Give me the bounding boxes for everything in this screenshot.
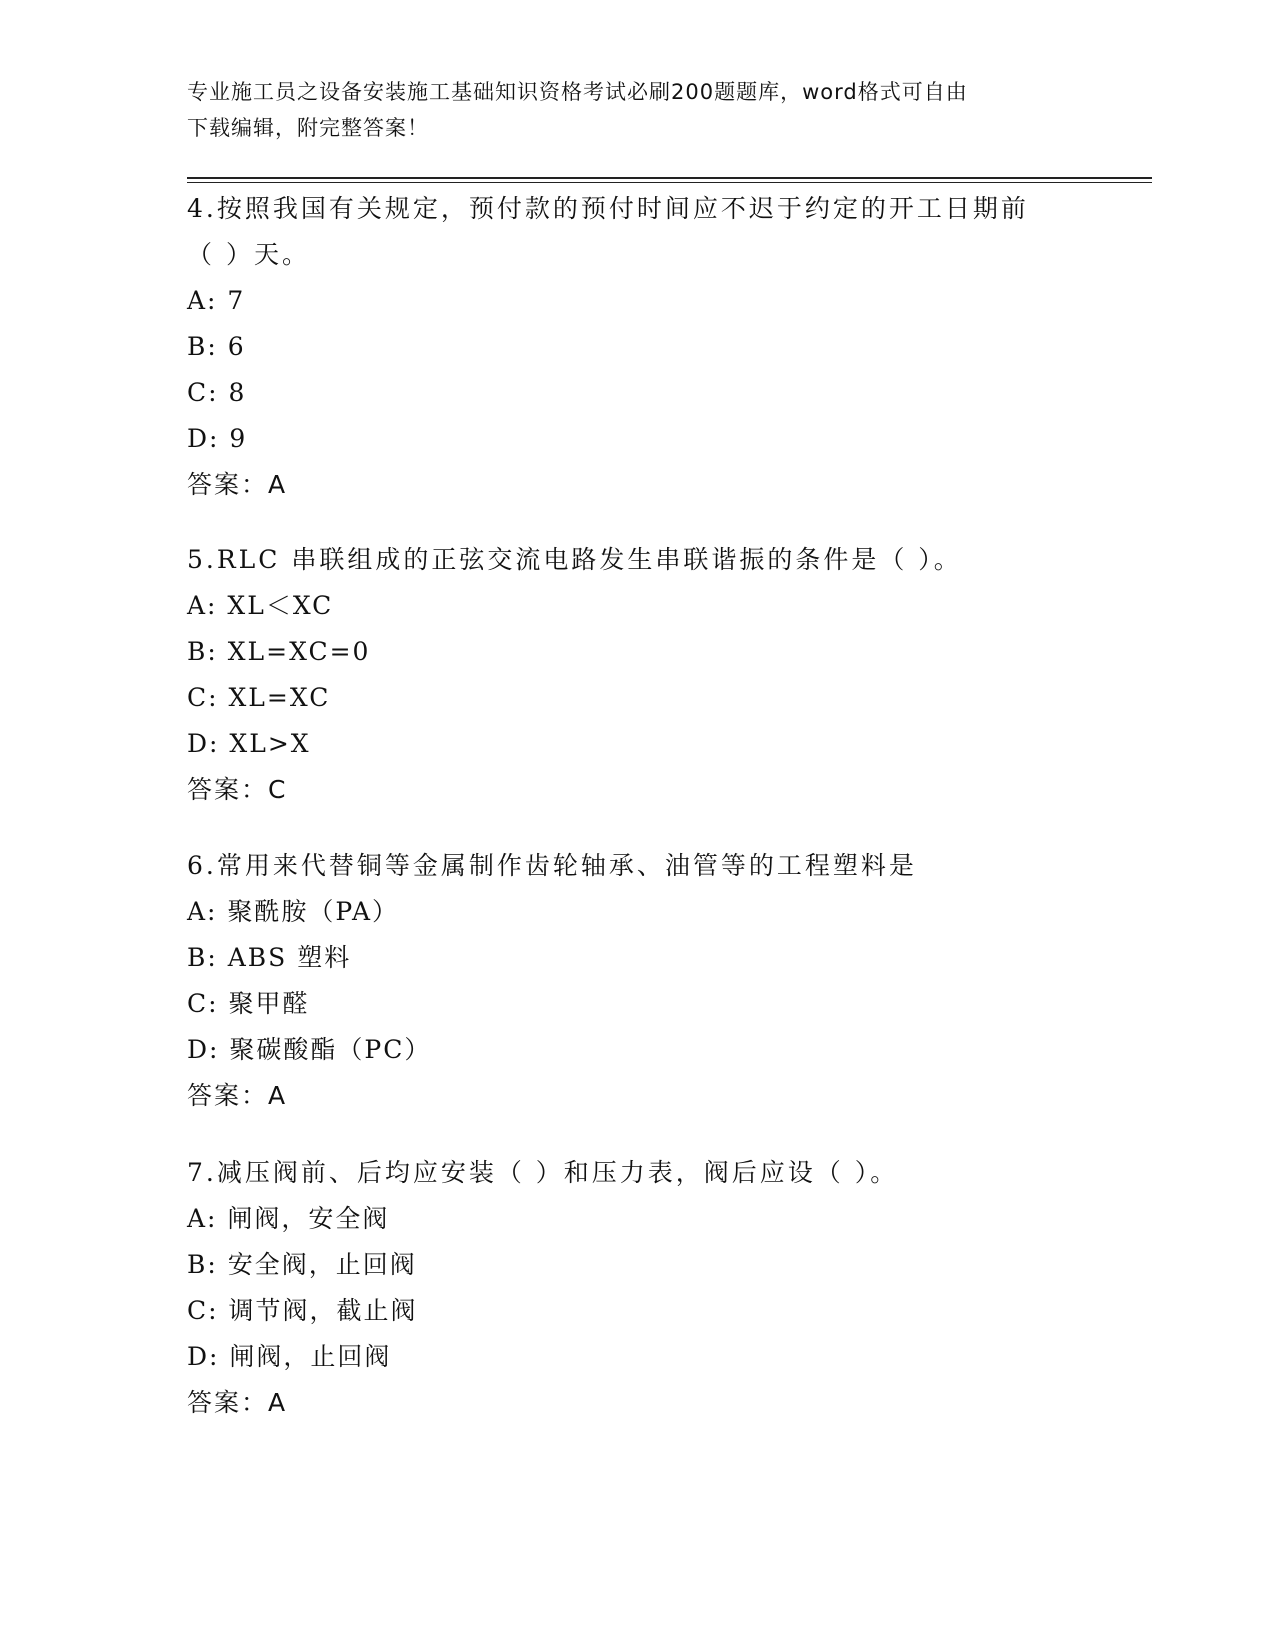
answer: 答案：A <box>187 1081 288 1110</box>
header-divider-thick <box>187 177 1152 179</box>
option-c: C: 调节阀，截止阀 <box>187 1296 418 1325</box>
header-line-1: 专业施工员之设备安装施工基础知识资格考试必刷200题题库，word格式可自由 <box>187 80 968 104</box>
option-a: A: 7 <box>187 286 246 315</box>
option-a: A: XL＜XC <box>187 591 334 620</box>
question-text: 4.按照我国有关规定，预付款的预付时间应不迟于约定的开工日期前 <box>187 194 1029 223</box>
question-5 <box>187 537 1087 813</box>
question-6 <box>187 843 1087 1119</box>
option-d: D: 聚碳酸酯（PC） <box>187 1035 432 1064</box>
question-7 <box>187 1150 1087 1426</box>
question-text: 5.RLC 串联组成的正弦交流电路发生串联谐振的条件是（ ）。 <box>187 545 962 574</box>
option-c: C: 聚甲醛 <box>187 989 310 1018</box>
header-divider-thin <box>187 182 1152 183</box>
option-d: D: 9 <box>187 424 248 453</box>
answer: 答案：A <box>187 1388 288 1417</box>
header-line-2: 下载编辑，附完整答案！ <box>187 116 429 140</box>
question-4 <box>187 186 1087 508</box>
document-header <box>187 74 1067 146</box>
option-b: B: 安全阀，止回阀 <box>187 1250 417 1279</box>
option-b: B: ABS 塑料 <box>187 943 352 972</box>
question-text-cont: （ ）天。 <box>187 240 310 269</box>
answer: 答案：C <box>187 775 288 804</box>
option-b: B: XL=XC=0 <box>187 637 371 666</box>
option-c: C: XL=XC <box>187 683 331 712</box>
option-b: B: 6 <box>187 332 246 361</box>
option-a: A: 闸阀，安全阀 <box>187 1204 390 1233</box>
option-d: D: XL>X <box>187 729 311 758</box>
question-text: 6.常用来代替铜等金属制作齿轮轴承、油管等的工程塑料是 <box>187 851 917 880</box>
question-text: 7.减压阀前、后均应安装（ ）和压力表，阀后应设（ ）。 <box>187 1158 899 1187</box>
option-d: D: 闸阀，止回阀 <box>187 1342 392 1371</box>
answer: 答案：A <box>187 470 288 499</box>
option-c: C: 8 <box>187 378 247 407</box>
option-a: A: 聚酰胺（PA） <box>187 897 400 926</box>
